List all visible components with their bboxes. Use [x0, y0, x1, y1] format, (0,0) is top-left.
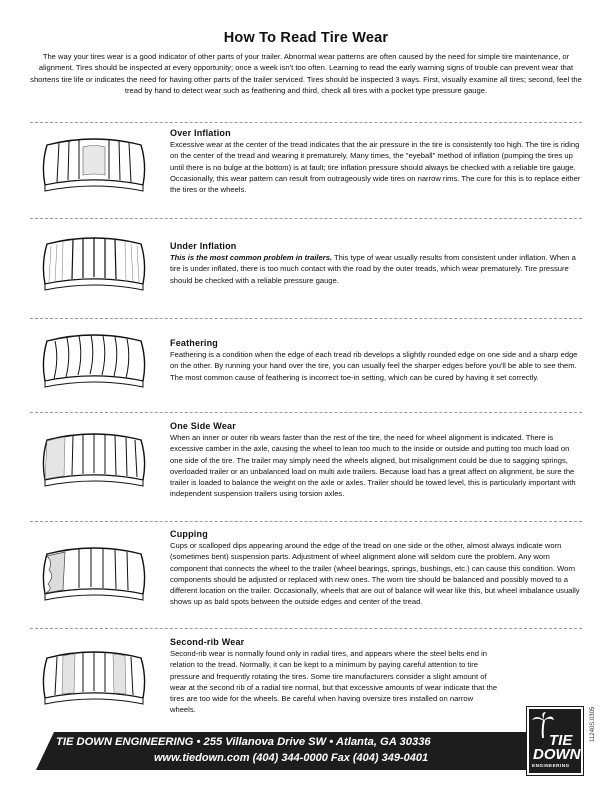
logo-word-tie: TIE — [549, 732, 573, 749]
section-emphasis: This is the most common problem in trailers. — [170, 253, 333, 262]
section-body — [170, 252, 582, 286]
section-heading: Second-rib Wear — [170, 637, 245, 647]
footer-address: TIE DOWN ENGINEERING • 255 Villanova Drive SW • Atlanta, GA 30336 — [56, 736, 431, 748]
tire-second-rib-wear-illustration — [33, 648, 155, 708]
divider — [30, 318, 582, 319]
divider — [30, 412, 582, 413]
footer-contact: www.tiedown.com (404) 344-0000 Fax (404) 349-0401 — [154, 752, 429, 764]
divider — [30, 628, 582, 629]
divider — [30, 122, 582, 123]
section-body-text: This type of wear usually results from consistent under inflation. When a tire is under inflated, there is too much contact with the road by the outer treads, which wear prematurely. Tire pressure should be checked with a reliable pressure gauge. — [170, 253, 576, 285]
section-heading: Feathering — [170, 338, 219, 348]
divider — [30, 521, 582, 522]
logo-word-down: DOWN — [533, 746, 581, 763]
tire-cupping-illustration — [33, 544, 155, 604]
logo-word-engineering: ENGINEERING — [532, 763, 570, 768]
section-body: Feathering is a condition when the edge of each tread rib develops a slightly rounded edge on one side and a sharp edge on the other. By running your hand over the tire, you can usually feel the sharper edges before you'll be able to see them. The most common cause of feathering is incorrect toe-in setting, which can be cured by having it set correctly. — [170, 350, 578, 382]
divider — [30, 218, 582, 219]
page-title: How To Read Tire Wear — [223, 30, 389, 46]
section-heading: Cupping — [170, 529, 208, 539]
section-body: Excessive wear at the center of the tread indicates that the air pressure in the tire is consistently too high. The tire is riding on the center of the tread and wearing it prematurely. Many times, the "eyeball" method of inflation (pumping the tires up until there is no bulge at the bottom) is at fault; tire inflation pressure should always be checked with a reliable tire gauge. Occasionally, this wear pattern can result from outrageously wide tires on narrow rims. The cure for this is to replace either the tires or the wheels. — [170, 140, 581, 195]
section-heading: One Side Wear — [170, 421, 236, 431]
document-code: 11240S.0305 — [590, 706, 596, 742]
tire-under-inflation-illustration — [33, 234, 155, 294]
section-heading: Over Inflation — [170, 128, 231, 138]
tire-over-inflation-illustration — [33, 135, 155, 195]
section-heading: Under Inflation — [170, 241, 237, 251]
section-body: When an inner or outer rib wears faster than the rest of the tire, the need for wheel alignment is indicated. There is excessive camber in the axle, causing the wheel to lean too much to the inside or outside and putting too much load on one side of the tire. The trailer may simply need the wheels aligned, but misalignment could be due to sagging springs, overloaded trailer or an unbalanced load on multi axle trailers. Because load has a great affect on alignment, be sure the trailer is loaded to balance the weight on the axle or axles. Trailer should be towed level, this is particularly important with independent suspension trailers using torsion axles. — [170, 433, 576, 499]
section-body: Cups or scalloped dips appearing around the edge of the tread on one side or the other, almost always indicate worn (sometimes bent) suspension parts. Adjustment of wheel alignment alone will seldom cure the problem. Any worn component that connects the wheel to the trailer (wheel bearings, springs, bushings, etc.) can cause this condition. Worn components should be adjusted or replaced with new ones. The worn tire should be balanced and possibly moved to a different location on the trailer. Occasionally, wheels that are out of balance will wear like this, but wheel imbalance usually shows up as bald spots between the outside edges and center of the tread. — [170, 541, 580, 607]
tie-down-logo — [527, 707, 583, 775]
tire-one-side-wear-illustration — [33, 430, 155, 490]
tire-feathering-illustration — [33, 331, 155, 391]
section-body: Second-rib wear is normally found only in radial tires, and appears where the steel belts end in relation to the tread. Normally, it can be kept to a minimum by paying careful attention to tire pressure and frequently rotating the tires. Some tire manufacturers consider a slight amount of wear at the second rib of a radial tire normal, but that excessive amounts of wear indicate that the tires are too wide for the wheels. Be careful when having oversize tires installed on narrow wheels. — [170, 649, 498, 715]
intro-paragraph: The way your tires wear is a good indicator of other parts of your trailer. Abnormal wear patterns are often caused by the need for simple tire maintenance, or alignment. Tires should be inspected at every opportunity; once a week isn't too often. Learning to read the early warning signs of trouble can prevent wear that shortens tire life or indicates the need for having other parts of the trailer serviced. Tires should be inspected 3 ways. First, visually examine all tires; second, feel the tread by hand to detect wear such as feathering and third, check all tires with a pocket type pressure gauge. — [30, 52, 582, 95]
